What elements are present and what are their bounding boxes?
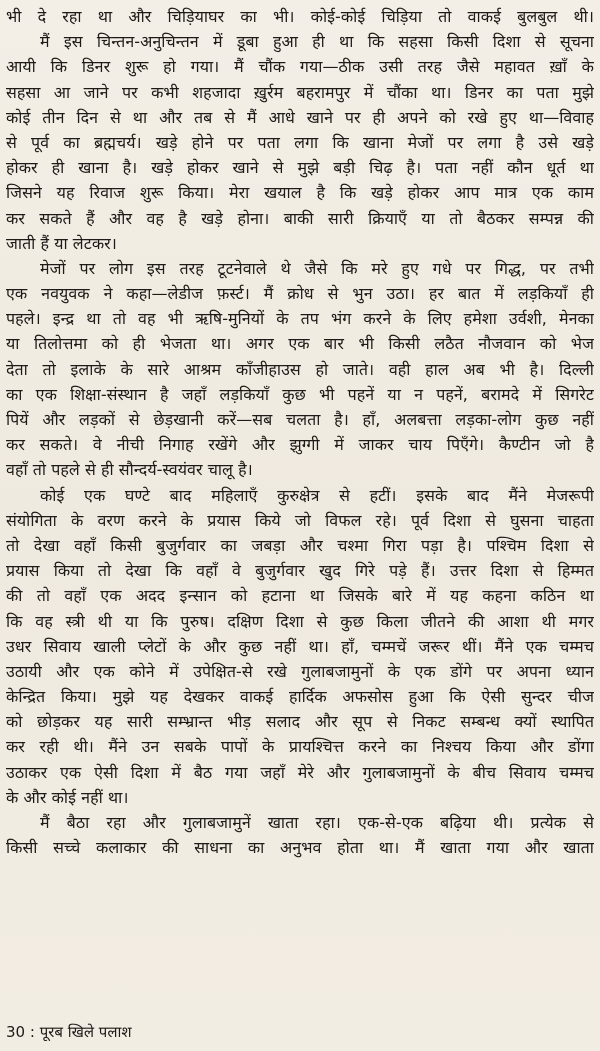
book-title: पूरब खिले पलाश: [39, 1023, 132, 1041]
text-line: की तो वहाँ एक अदद इन्सान को हटाना था जिसके बारे में यह कहना कठिन था: [6, 586, 594, 606]
text-line: एक नवयुवक ने कहा—लेडीज फ़र्स्ट। मैं क्रोध से भुन उठा। हर बात में लड़कियाँ ही: [6, 284, 594, 304]
body-text: [6, 4, 594, 860]
text-line: उठायी और एक कोने में उपेक्षित-से रखे गुलाबजामुनों के एक डोंगे पर अपना ध्यान: [6, 661, 594, 681]
text-line: पहले। इन्द्र था तो वह भी ऋषि-मुनियों के तप भंग करने के लिए हमेशा उर्वशी, मेनका: [6, 309, 594, 329]
text-line: को छोड़कर यह सारी सम्भ्रान्त भीड़ सलाद और सूप से निकट सम्बन्ध क्यों स्थापित: [6, 712, 594, 732]
text-line: केन्द्रित किया। मुझे यह देखकर वाकई हार्दिक अफसोस हुआ कि ऐसी सुन्दर चीज: [6, 687, 594, 707]
text-line: जिसने यह रिवाज शुरू किया। मेरा खयाल है कि खड़े होकर आप मात्र एक काम: [6, 183, 594, 203]
text-line: मैं बैठा रहा और गुलाबजामुनें खाता रहा। एक-से-एक बढ़िया थी। प्रत्येक से: [40, 813, 594, 832]
text-line: कर रही थी। मैंने उन सबके पापों के प्रायश्चित्त करने का निश्चय किया और डोंगा: [6, 737, 594, 757]
text-line: उधर सिवाय खाली प्लेटों के और कुछ नहीं था। हाँ, चम्मचें जरूर थीं। मैंने एक चम्मच: [6, 636, 594, 656]
text-line: तो देखा वहाँ किसी बुजुर्गवार का जबड़ा और चश्मा गिरा पड़ा है। पश्चिम दिशा से: [6, 535, 594, 555]
text-line: प्रयास किया तो देखा कि वहाँ वे बुजुर्गवार खुद गिरे पड़े हैं। उत्तर दिशा से हिम्मत: [6, 561, 594, 581]
text-line: कि वह स्त्री थी या कि पुरुष। दक्षिण दिशा से कुछ किला जीतने की आशा थी मगर: [6, 611, 594, 631]
text-line: आयी कि डिनर शुरू हो गया। मैं चौंक गया—ठीक उसी तरह जैसे महावत ख़ाँ के: [6, 57, 594, 77]
text-line: के और कोई नहीं था।: [6, 787, 129, 807]
text-line: उठाकर एक ऐसी दिशा में बैठ गया जहाँ मेरे और गुलाबजामुनों के बीच सिवाय चम्मच: [6, 762, 594, 782]
text-line: देता तो इलाके के सारे आश्रम काँजीहाउस हो जाते। वही हाल अब भी है। दिल्ली: [6, 359, 594, 379]
page-footer: [6, 1022, 132, 1042]
text-line: मेजों पर लोग इस तरह टूटनेवाले थे जैसे कि मरे हुए गधे पर गिद्ध, पर तभी: [40, 258, 594, 278]
text-line: पियें और लड़कों से छेड़खानी करें—सब चलता है। हाँ, अलबत्ता लड़का-लोग कुछ नहीं: [6, 410, 594, 429]
text-line: कोई तीन दिन से था और तब से मैं आधे खाने पर ही अपने को रखे हुए था—विवाह: [6, 107, 594, 127]
text-line: कर सकते। वे नीची निगाह रखेंगे और झुग्गी में जाकर चाय पिएँगे। कैण्टीन जो है: [6, 435, 594, 455]
text-line: सहसा आ जाने पर कभी शहजादा ख़ुर्रम बहरामपुर में चौंका था। डिनर का पता मुझे: [6, 82, 594, 102]
page-number: 30: [6, 1023, 26, 1041]
text-line: जाती हैं या लेटकर।: [6, 233, 117, 253]
text-line: या तिलोत्तमा को ही भेजता था। अगर एक बार भी किसी लठैत नौजवान को भेज: [6, 334, 594, 354]
text-line: कोई एक घण्टे बाद महिलाएँ कुरुक्षेत्र से हटीं। इसके बाद मैंने मेजरूपी: [40, 485, 594, 505]
text-line: से पूर्व का ब्रह्मचर्य। खड़े होने पर पता लगा कि खाना मेजों पर लगा है उसे खड़े: [6, 132, 594, 152]
text-line: भी दे रहा था और चिड़ियाघर का भी। कोई-कोई चिड़िया तो वाकई बुलबुल थी।: [6, 7, 594, 26]
text-line: होकर ही खाना है। खड़े होकर खाने से मुझे बड़ी चिढ़ है। पता नहीं कौन धूर्त था: [6, 158, 594, 178]
text-line: किसी सच्चे कलाकार की साधना का अनुभव होता था। मैं खाता गया और खाता: [6, 838, 594, 858]
footer-separator: :: [29, 1023, 35, 1041]
text-line: का एक शिक्षा-संस्थान है जहाँ लड़कियाँ कुछ भी पहनें या न पहनें, बरामदे में सिगरेट: [6, 384, 594, 404]
text-line: संयोगिता के वरण करने के प्रयास किये जो विफल रहे। पूर्व दिशा से घुसना चाहता: [6, 510, 594, 530]
text-line: कर सकते हैं और वह है खड़े होना। बाकी सारी क्रियाएँ या तो बैठकर सम्पन्न की: [6, 208, 594, 228]
text-line: वहाँ तो पहले से ही सौन्दर्य-स्वयंवर चालू है।: [6, 460, 253, 480]
text-line: मैं इस चिन्तन-अनुचिन्तन में डूबा हुआ ही था कि सहसा किसी दिशा से सूचना: [40, 32, 594, 52]
